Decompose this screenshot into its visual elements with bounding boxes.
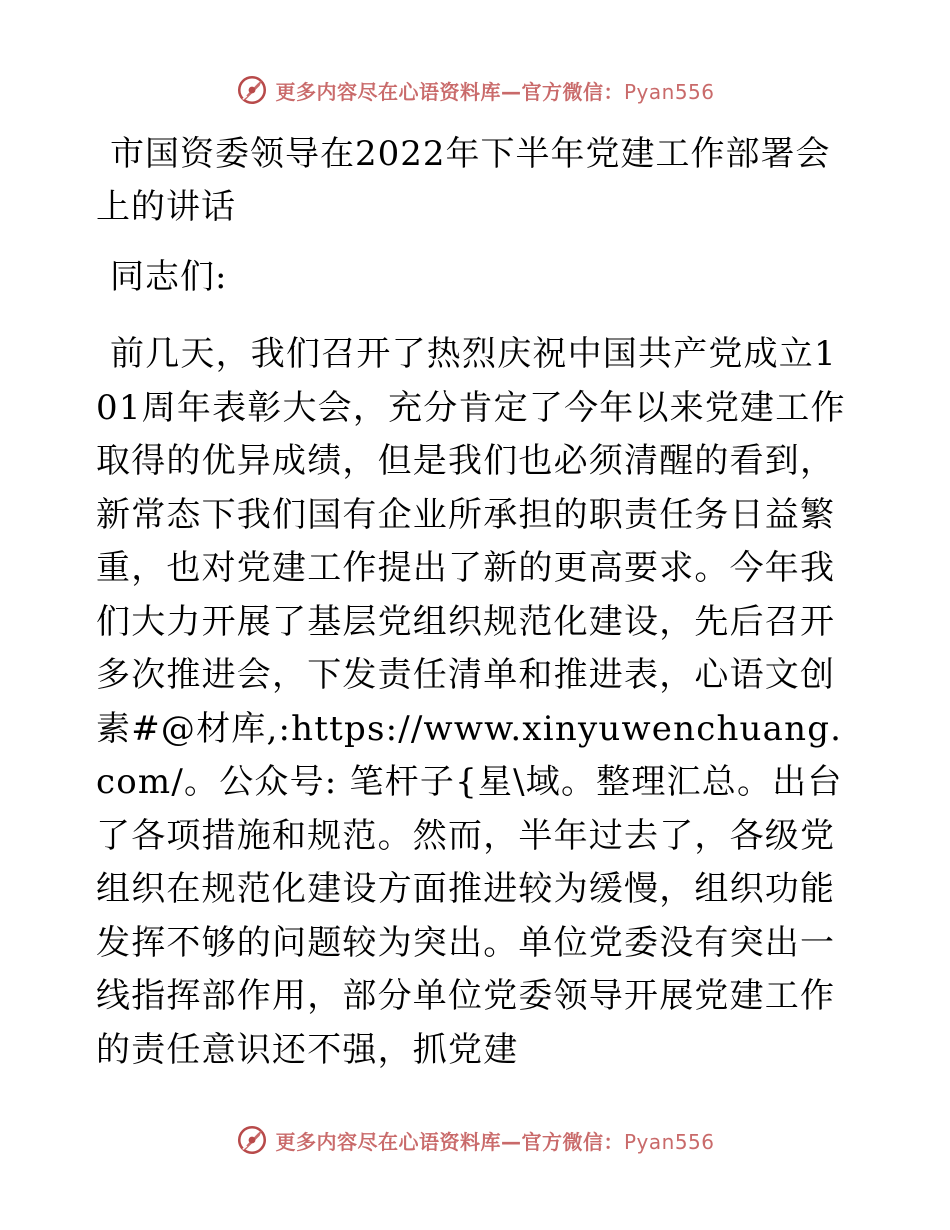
document-body	[96, 128, 856, 1077]
banner-text	[275, 76, 714, 105]
document-title: 市国资委领导在2022年下半年党建工作部署会上的讲话	[96, 134, 831, 227]
banner-separator: —	[500, 1129, 522, 1154]
quill-pen-logo-icon	[235, 73, 269, 107]
header-watermark-banner	[0, 68, 950, 112]
banner-wechat-id: Pyan556	[623, 1129, 715, 1154]
banner-slogan: 更多内容尽在心语资料库	[275, 79, 501, 104]
banner-wechat-label: 官方微信：	[521, 1129, 624, 1154]
banner-wechat-id: Pyan556	[623, 79, 715, 104]
banner-wechat-label: 官方微信：	[521, 79, 624, 104]
document-paragraph: 前几天，我们召开了热烈庆祝中国共产党成立101周年表彰大会，充分肯定了今年以来党建工作取得的优异成绩，但是我们也必须清醒的看到，新常态下我们国有企业所承担的职责任务日益繁重，也对党建工作提出了新的更高要求。今年我们大力开展了基层党组织规范化建设，先后召开多次推进会，下发责任清单和推进表，心语文创素#@材库,:https://www.xinyuwenchuang.com/。公众号: 笔杆子{星\域。整理汇总。出台了各项措施和规范。然而，半年过去了，各级党组织在规范化建设方面推进较为缓慢，组织功能发挥不够的问题较为突出。单位党委没有突出一线指挥部作用，部分单位党委领导开展党建工作的责任意识还不强，抓党建	[96, 334, 846, 1070]
document-greeting: 同志们:	[110, 257, 228, 297]
banner-text	[275, 1126, 714, 1155]
banner-slogan: 更多内容尽在心语资料库	[275, 1129, 501, 1154]
banner-separator: —	[500, 79, 522, 104]
quill-pen-logo-icon	[235, 1123, 269, 1157]
footer-watermark-banner	[0, 1118, 950, 1162]
